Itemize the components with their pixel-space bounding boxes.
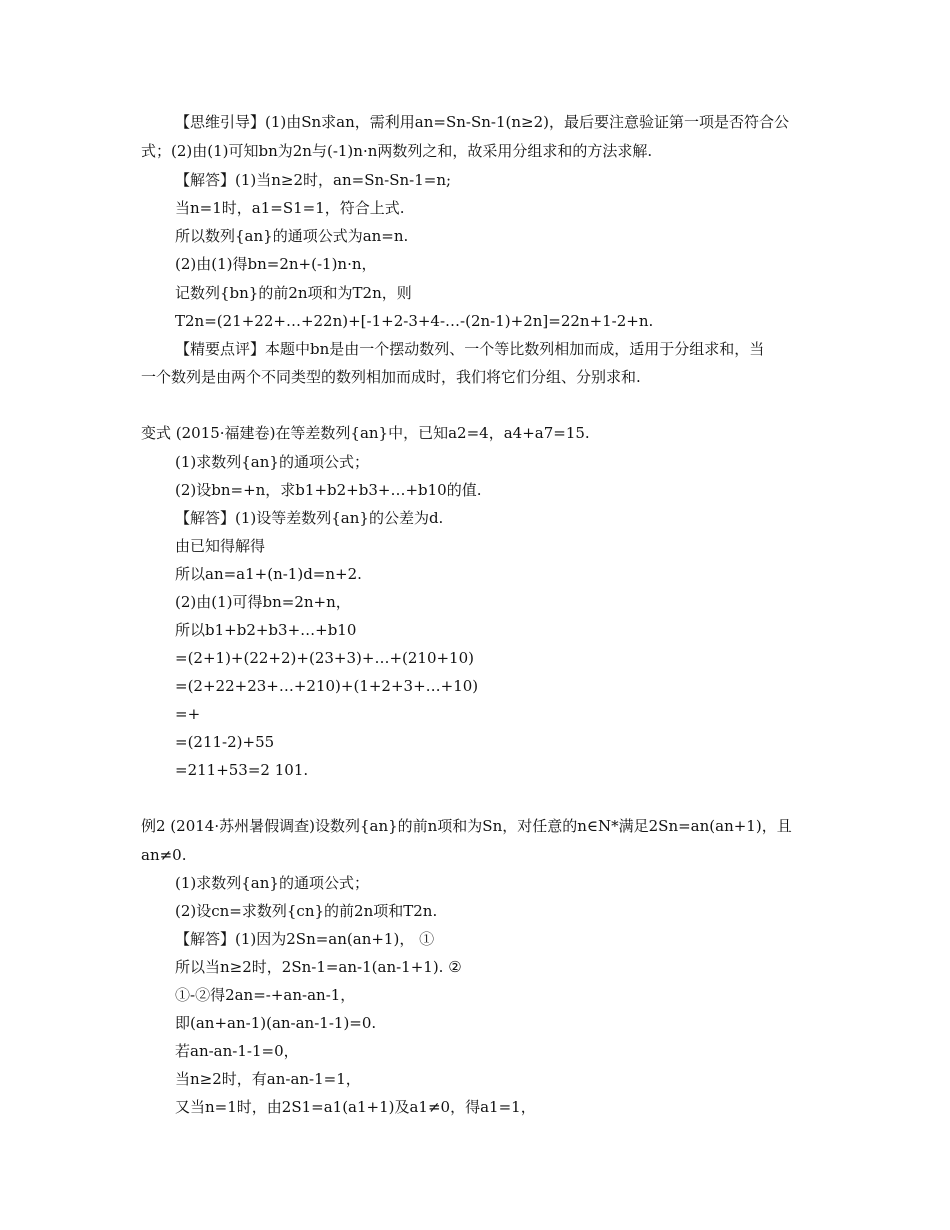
- text-line: ①-②得2an=-+an-an-1，: [175, 986, 356, 1004]
- text-line: 式；(2)由(1)可知bn为2n与(-1)n·n两数列之和，故采用分组求和的方法求解.: [141, 142, 653, 160]
- text-line: 当n≥2时，有an-an-1=1，: [175, 1070, 361, 1088]
- text-line: 例2 (2014·苏州暑假调查)设数列{an}的前n项和为Sn，对任意的n∈N*满足2Sn=an(an+1)，且: [141, 817, 792, 835]
- text-line: =(2+22+23+…+210)+(1+2+3+…+10): [175, 677, 479, 695]
- text-line: 当n=1时，a1=S1=1，符合上式.: [175, 199, 405, 217]
- text-line: 所以an=a1+(n-1)d=n+2.: [175, 565, 362, 583]
- text-line: T2n=(21+22+…+22n)+[-1+2-3+4-…-(2n-1)+2n]=22n+1-2+n.: [175, 312, 654, 330]
- text-line: =(211-2)+55: [175, 733, 275, 751]
- text-line: 变式 (2015·福建卷)在等差数列{an}中，已知a2=4，a4+a7=15.: [141, 424, 590, 442]
- text-line: (2)设bn=+n，求b1+b2+b3+…+b10的值.: [175, 481, 482, 499]
- text-line: 【解答】(1)当n≥2时，an=Sn-Sn-1=n;: [175, 171, 452, 189]
- text-line: 【解答】(1)设等差数列{an}的公差为d.: [175, 509, 444, 527]
- text-line: 所以当n≥2时，2Sn-1=an-1(an-1+1). ②: [175, 958, 462, 976]
- text-line: =(2+1)+(22+2)+(23+3)+…+(210+10): [175, 649, 474, 667]
- text-line: (1)求数列{an}的通项公式；: [175, 453, 369, 471]
- text-line: 【解答】(1)因为2Sn=an(an+1)， ①: [175, 930, 435, 948]
- text-line: 即(an+an-1)(an-an-1-1)=0.: [175, 1014, 377, 1032]
- text-line: 一个数列是由两个不同类型的数列相加而成时，我们将它们分组、分别求和.: [141, 368, 641, 386]
- text-line: 若an-an-1-1=0，: [175, 1042, 299, 1060]
- text-line: 【思维引导】(1)由Sn求an，需利用an=Sn-Sn-1(n≥2)，最后要注意验证第一项是否符合公: [175, 113, 789, 131]
- text-line: 所以b1+b2+b3+…+b10: [175, 621, 357, 639]
- text-line: (2)设cn=求数列{cn}的前2n项和T2n.: [175, 902, 438, 920]
- text-line: 又当n=1时，由2S1=a1(a1+1)及a1≠0，得a1=1，: [175, 1098, 536, 1116]
- text-line: 【精要点评】本题中bn是由一个摆动数列、一个等比数列相加而成，适用于分组求和，当: [175, 340, 765, 358]
- text-line: (1)求数列{an}的通项公式；: [175, 874, 369, 892]
- text-line: 所以数列{an}的通项公式为an=n.: [175, 227, 409, 245]
- text-line: (2)由(1)得bn=2n+(-1)n·n，: [175, 255, 377, 273]
- text-line: (2)由(1)可得bn=2n+n，: [175, 593, 351, 611]
- text-line: =211+53=2 101.: [175, 761, 309, 779]
- text-line: 记数列{bn}的前2n项和为T2n，则: [175, 284, 412, 302]
- text-line: 由已知得解得: [175, 537, 266, 555]
- text-line: =+: [175, 705, 201, 723]
- text-line: an≠0.: [141, 846, 187, 864]
